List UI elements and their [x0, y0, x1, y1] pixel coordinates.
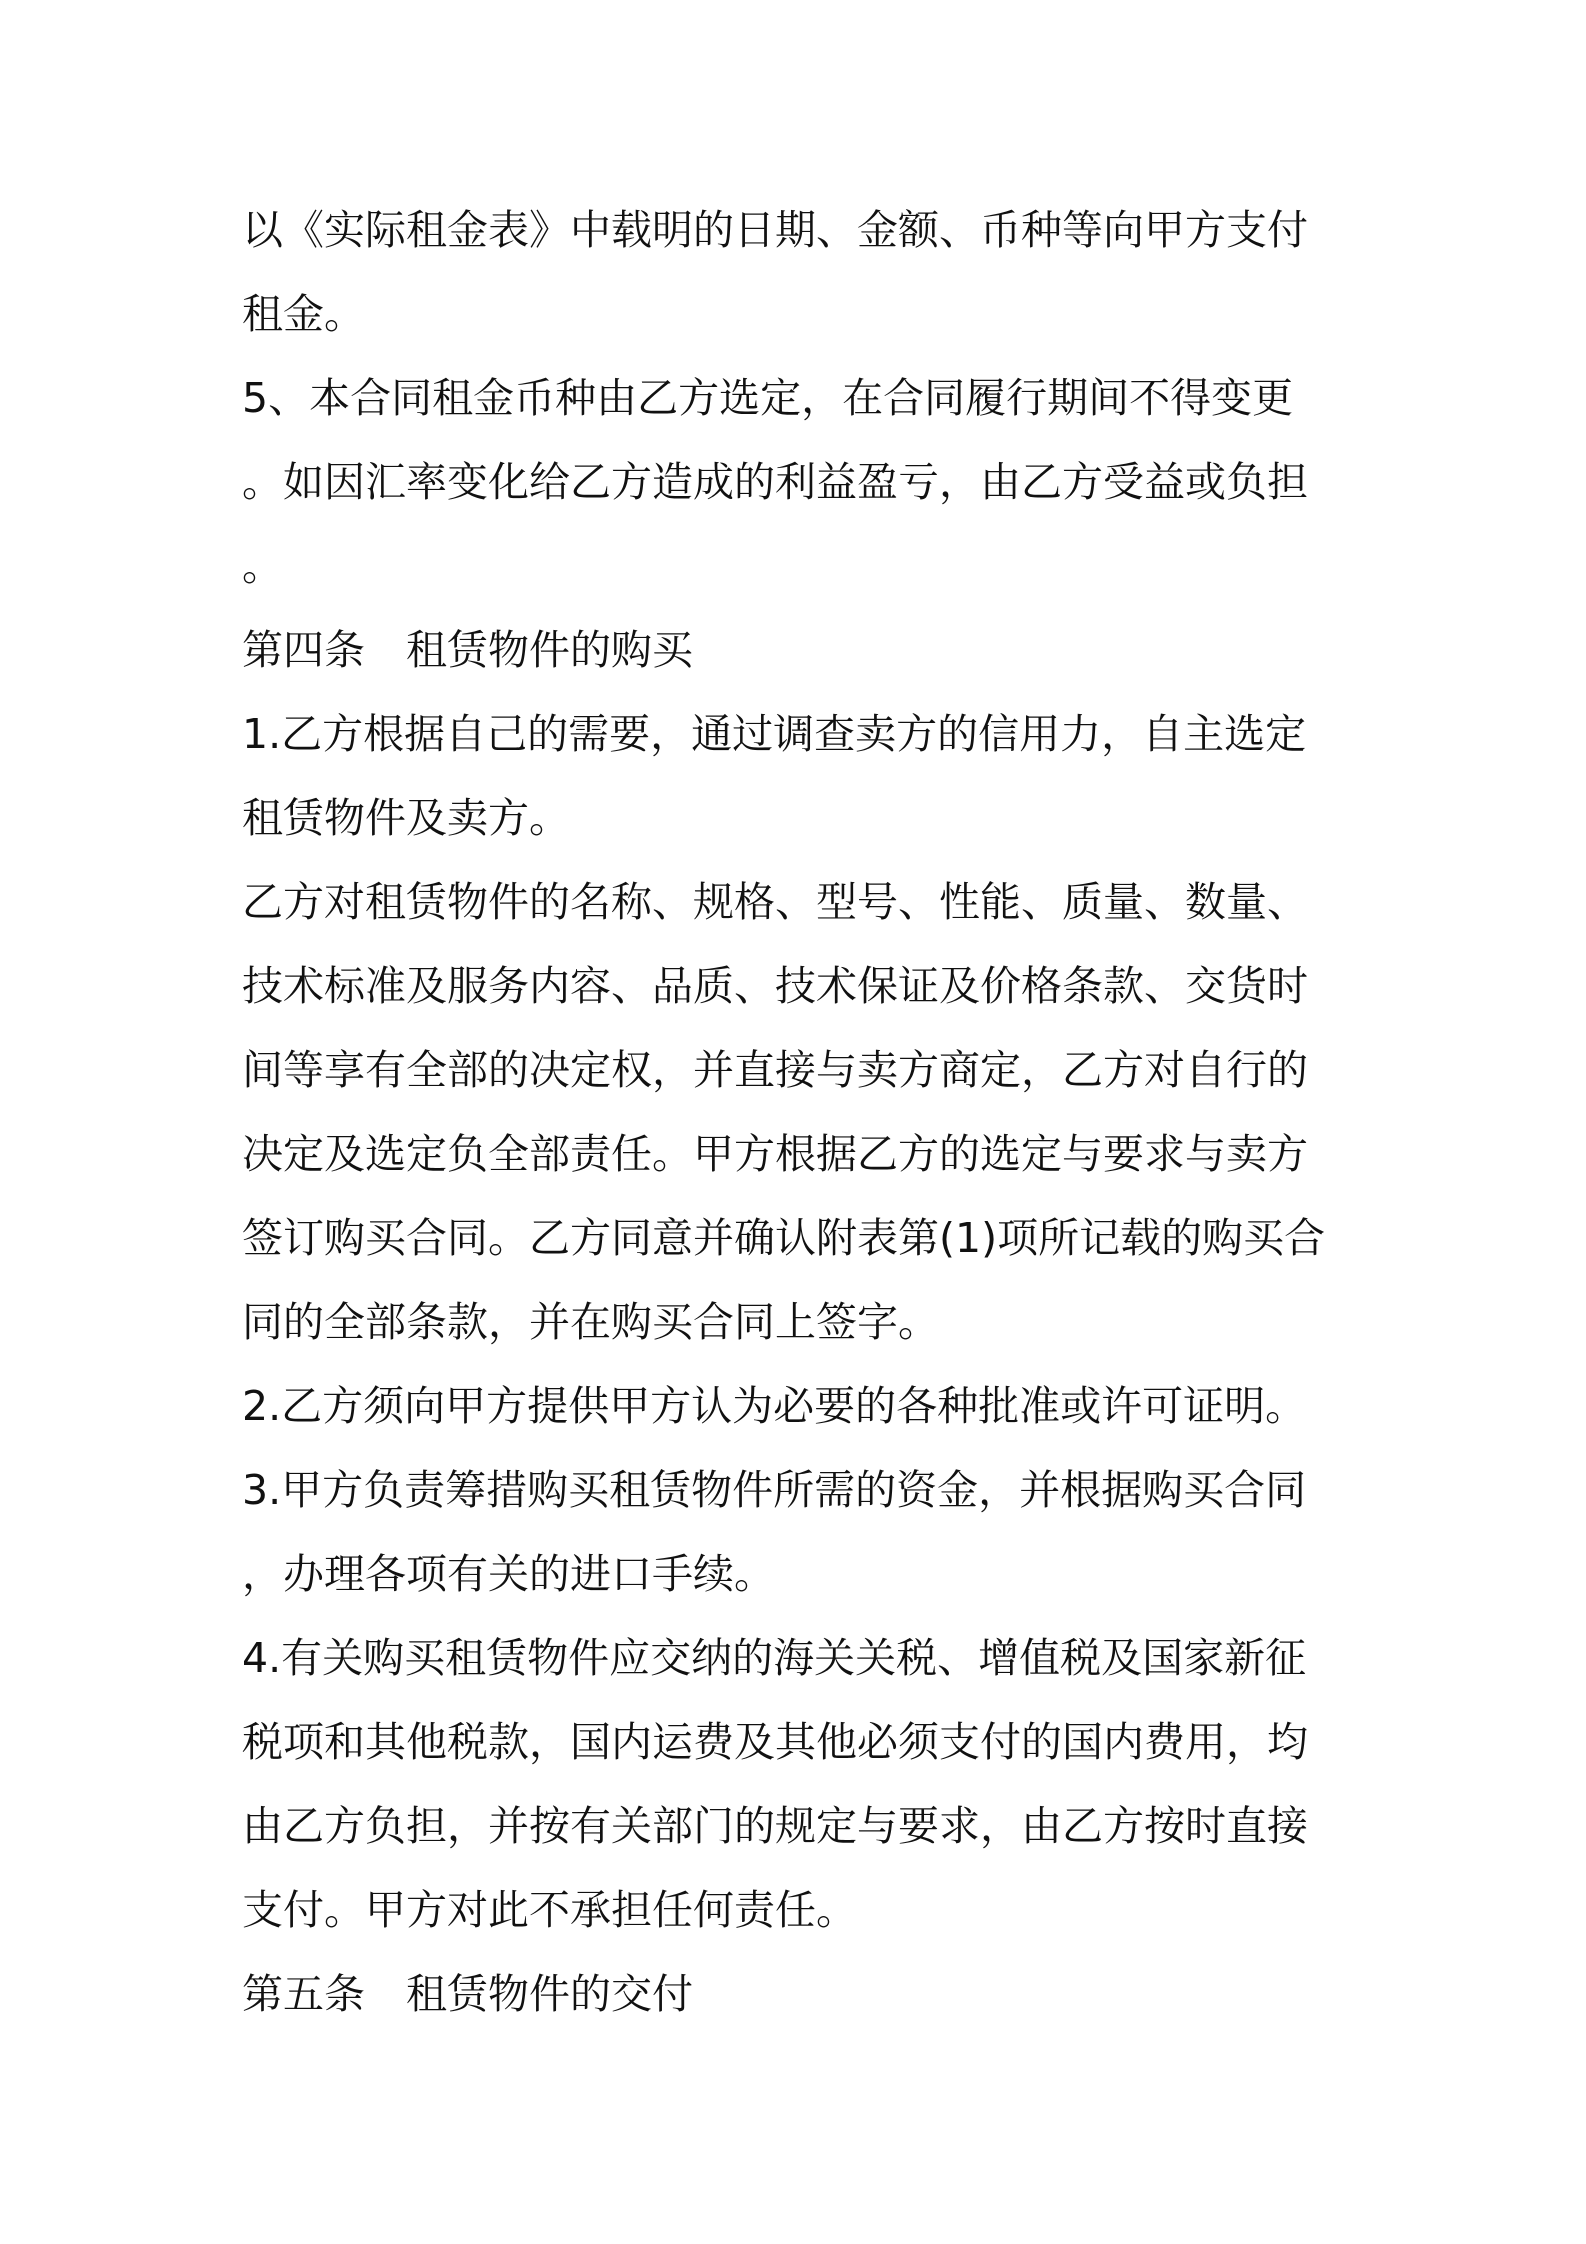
document-body [242, 188, 1372, 2036]
text-line: 税项和其他税款，国内运费及其他必须支付的国内费用，均 [242, 1718, 1308, 1766]
text-line: 5、本合同租金币种由乙方选定，在合同履行期间不得变更 [242, 374, 1294, 422]
text-line: 间等享有全部的决定权，并直接与卖方商定，乙方对自行的 [242, 1046, 1308, 1094]
section-heading: 第五条 租赁物件的交付 [242, 1970, 693, 2018]
text-line: 以《实际租金表》中载明的日期、金额、币种等向甲方支付 [242, 206, 1308, 254]
text-line: 乙方对租赁物件的名称、规格、型号、性能、质量、数量、 [242, 878, 1308, 926]
text-line: 2.乙方须向甲方提供甲方认为必要的各种批准或许可证明。 [242, 1382, 1307, 1430]
text-line: 技术标准及服务内容、品质、技术保证及价格条款、交货时 [242, 962, 1308, 1010]
text-line: 3.甲方负责筹措购买租赁物件所需的资金，并根据购买合同 [242, 1466, 1307, 1514]
text-line: 由乙方负担，并按有关部门的规定与要求，由乙方按时直接 [242, 1802, 1308, 1850]
text-line: 同的全部条款，并在购买合同上签字。 [242, 1298, 939, 1346]
text-line: 签订购买合同。乙方同意并确认附表第(1)项所记载的购买合 [242, 1214, 1326, 1262]
text-line: 租金。 [242, 290, 365, 338]
text-line: 。 [242, 542, 283, 590]
text-line: 4.有关购买租赁物件应交纳的海关关税、增值税及国家新征 [242, 1634, 1307, 1682]
text-line: 1.乙方根据自己的需要，通过调查卖方的信用力，自主选定 [242, 710, 1307, 758]
text-line: 决定及选定负全部责任。甲方根据乙方的选定与要求与卖方 [242, 1130, 1308, 1178]
text-line: 支付。甲方对此不承担任何责任。 [242, 1886, 857, 1934]
text-line: 租赁物件及卖方。 [242, 794, 570, 842]
section-heading: 第四条 租赁物件的购买 [242, 626, 693, 674]
text-line: 。如因汇率变化给乙方造成的利益盈亏，由乙方受益或负担 [242, 458, 1308, 506]
text-line: ，办理各项有关的进口手续。 [242, 1550, 775, 1598]
